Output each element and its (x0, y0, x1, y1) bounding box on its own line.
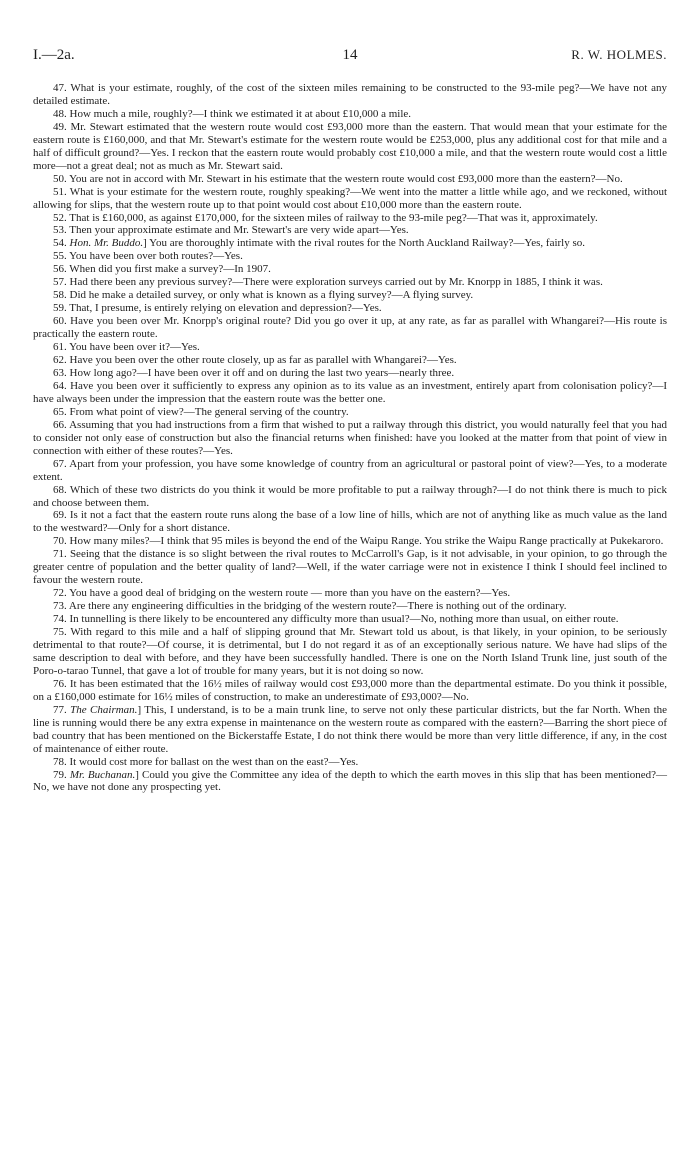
question-paragraph: 69. Is it not a fact that the eastern route runs along the base of a low line of hills, which are not of anything like as much value as the land to the westward?—Only for a short distance. (33, 509, 667, 535)
question-paragraph: 78. It would cost more for ballast on the west than on the east?—Yes. (53, 755, 359, 768)
question-text: ] Could you give the Committee any idea of the depth to which the earth moves in this slip that has been mentioned?—No, we have not done any prospecting yet. (33, 768, 668, 794)
question-text: ] This, I understand, is to be a main trunk line, to serve not only these particular districts, but the far North. When the line is running would there be any extra expense in maintenance on the western route as compared with the eastern?—Barring the short piece of bad country that has been mentioned on the Bickerstaffe Estate, I do not think there would be more than very little difference, if any, in the cost of maintenance of either route. (33, 703, 668, 755)
question-paragraph: 71. Seeing that the distance is so slight between the rival routes to McCarroll's Gap, is it not advisable, in your opinion, to go through the greater centre of population and the better quality of land?—Well, if the water carriage were not in existence I think I should feel inclined to favour the western route. (33, 548, 667, 587)
question-number: 54. (53, 237, 70, 250)
question-paragraph: 68. Which of these two districts do you think it would be more profitable to put a railway through?—I do not think there is much to pick and choose between them. (33, 483, 667, 509)
question-paragraph: 52. That is £160,000, as against £170,000, for the sixteen miles of railway to the 93-mile peg?—That was it, approximately. (53, 211, 598, 224)
question-paragraph: 64. Have you been over it sufficiently to express any opinion as to its value as an investment, entirely apart from colonisation policy?—I have always been under the impression that the eastern route was the better one. (33, 379, 667, 405)
question-paragraph: 70. How many miles?—I think that 95 miles is beyond the end of the Waipu Range. You strike the Waipu Range practically at Pukekaroro. (53, 535, 664, 548)
header-reference: I.—2a. (33, 47, 75, 63)
question-paragraph: 60. Have you been over Mr. Knorpp's original route? Did you go over it up, at any rate, as far as parallel with Whangarei?—His route is practically the eastern route. (33, 315, 667, 341)
speaker-name: Hon. Mr. Buddo. (69, 237, 144, 250)
question-number: 77. (53, 703, 71, 716)
page-number: 14 (342, 47, 358, 63)
question-paragraph: 55. You have been over both routes?—Yes. (53, 250, 243, 263)
question-paragraph: 72. You have a good deal of bridging on the western route — more than you have on the eastern?—Yes. (53, 587, 511, 600)
question-paragraph: 56. When did you first make a survey?—In 1907. (53, 263, 271, 276)
question-paragraph: 47. What is your estimate, roughly, of the cost of the sixteen miles remaining to be constructed to the 93-mile peg?—We have not any detailed estimate. (33, 82, 667, 107)
question-paragraph: 48. How much a mile, roughly?—I think we estimated it at about £10,000 a mile. (53, 107, 412, 120)
speaker-name: The Chairman. (70, 703, 138, 716)
question-paragraph (33, 769, 667, 795)
question-paragraph: 53. Then your approximate estimate and Mr. Stewart's are very wide apart—Yes. (53, 224, 409, 237)
question-paragraph (33, 237, 667, 250)
page-header (33, 47, 667, 67)
question-text: ] You are thoroughly intimate with the rival routes for the North Auckland Railway?—Yes, fairly so. (143, 237, 586, 250)
question-paragraph: 61. You have been over it?—Yes. (53, 341, 200, 354)
question-number: 79. (53, 768, 70, 781)
question-paragraph: 58. Did he make a detailed survey, or only what is known as a flying survey?—A flying survey. (53, 289, 474, 302)
question-paragraph: 59. That, I presume, is entirely relying on elevation and depression?—Yes. (53, 302, 382, 315)
question-paragraph: 49. Mr. Stewart estimated that the western route would cost £93,000 more than the eastern. That would mean that your estimate for the eastern route is £160,000, and that Mr. Stewart's estimate for the western route would be £253,000, plus any additional cost for that mile and a half of difficult ground?—Yes. I reckon that the eastern route would probably cost £10,000 a mile, and that the western route would cost a little more—not a great deal; not as much as Mr. Stewart said. (33, 120, 667, 172)
question-paragraph (33, 704, 667, 756)
testimony-body (33, 82, 667, 794)
question-paragraph: 50. You are not in accord with Mr. Stewart in his estimate that the western route would cost £93,000 more than the eastern?—No. (53, 172, 623, 185)
witness-name: R. W. HOLMES. (571, 47, 667, 62)
question-paragraph: 65. From what point of view?—The general serving of the country. (53, 405, 349, 418)
question-paragraph: 66. Assuming that you had instructions from a firm that wished to put a railway through this district, you would naturally feel that you had to consider not only ease of construction but also the financial returns when finished: have you looked at the matter from that point of view in connection with either of these routes?—Yes. (33, 418, 667, 457)
question-paragraph: 73. Are there any engineering difficulties in the bridging of the western route?—There is nothing out of the ordinary. (53, 600, 567, 613)
question-paragraph: 75. With regard to this mile and a half of slipping ground that Mr. Stewart told us about, is that likely, in your opinion, to be seriously detrimental to that route?—Of course, it is detrimental, but I do not regard it as of an exceptionally serious nature. We have had slips of the same description to deal with before, and they have been successfully handled. There is one on the North Island Trunk line, just south of the Poro-o-tarao Tunnel, that gave a lot of trouble for many years, but it is not doing so now. (33, 626, 667, 677)
question-paragraph: 57. Had there been any previous survey?—There were exploration surveys carried out by Mr. Knorpp in 1885, I think it was. (53, 276, 603, 289)
question-paragraph: 74. In tunnelling is there likely to be encountered any difficulty more than usual?—No, nothing more than usual, on either route. (53, 613, 619, 626)
question-paragraph: 51. What is your estimate for the western route, roughly speaking?—We went into the matter a little while ago, and we reckoned, without allowing for slips, that the western route up to that point would cost about £10,000 more than the eastern route. (33, 185, 667, 211)
question-paragraph: 63. How long ago?—I have been over it off and on during the last two years—nearly three. (53, 366, 455, 379)
speaker-name: Mr. Buchanan. (69, 768, 136, 781)
question-paragraph: 67. Apart from your profession, you have some knowledge of country from an agricultural or pastoral point of view?—Yes, to a moderate extent. (33, 457, 667, 483)
question-paragraph: 62. Have you been over the other route closely, up as far as parallel with Whangarei?—Yes. (53, 354, 457, 367)
question-paragraph: 76. It has been estimated that the 16½ miles of railway would cost £93,000 more than the departmental estimate. Do you think it possible, on a £160,000 estimate for 16½ miles of construction, to make an underestimate of £93,000?—No. (33, 677, 667, 703)
